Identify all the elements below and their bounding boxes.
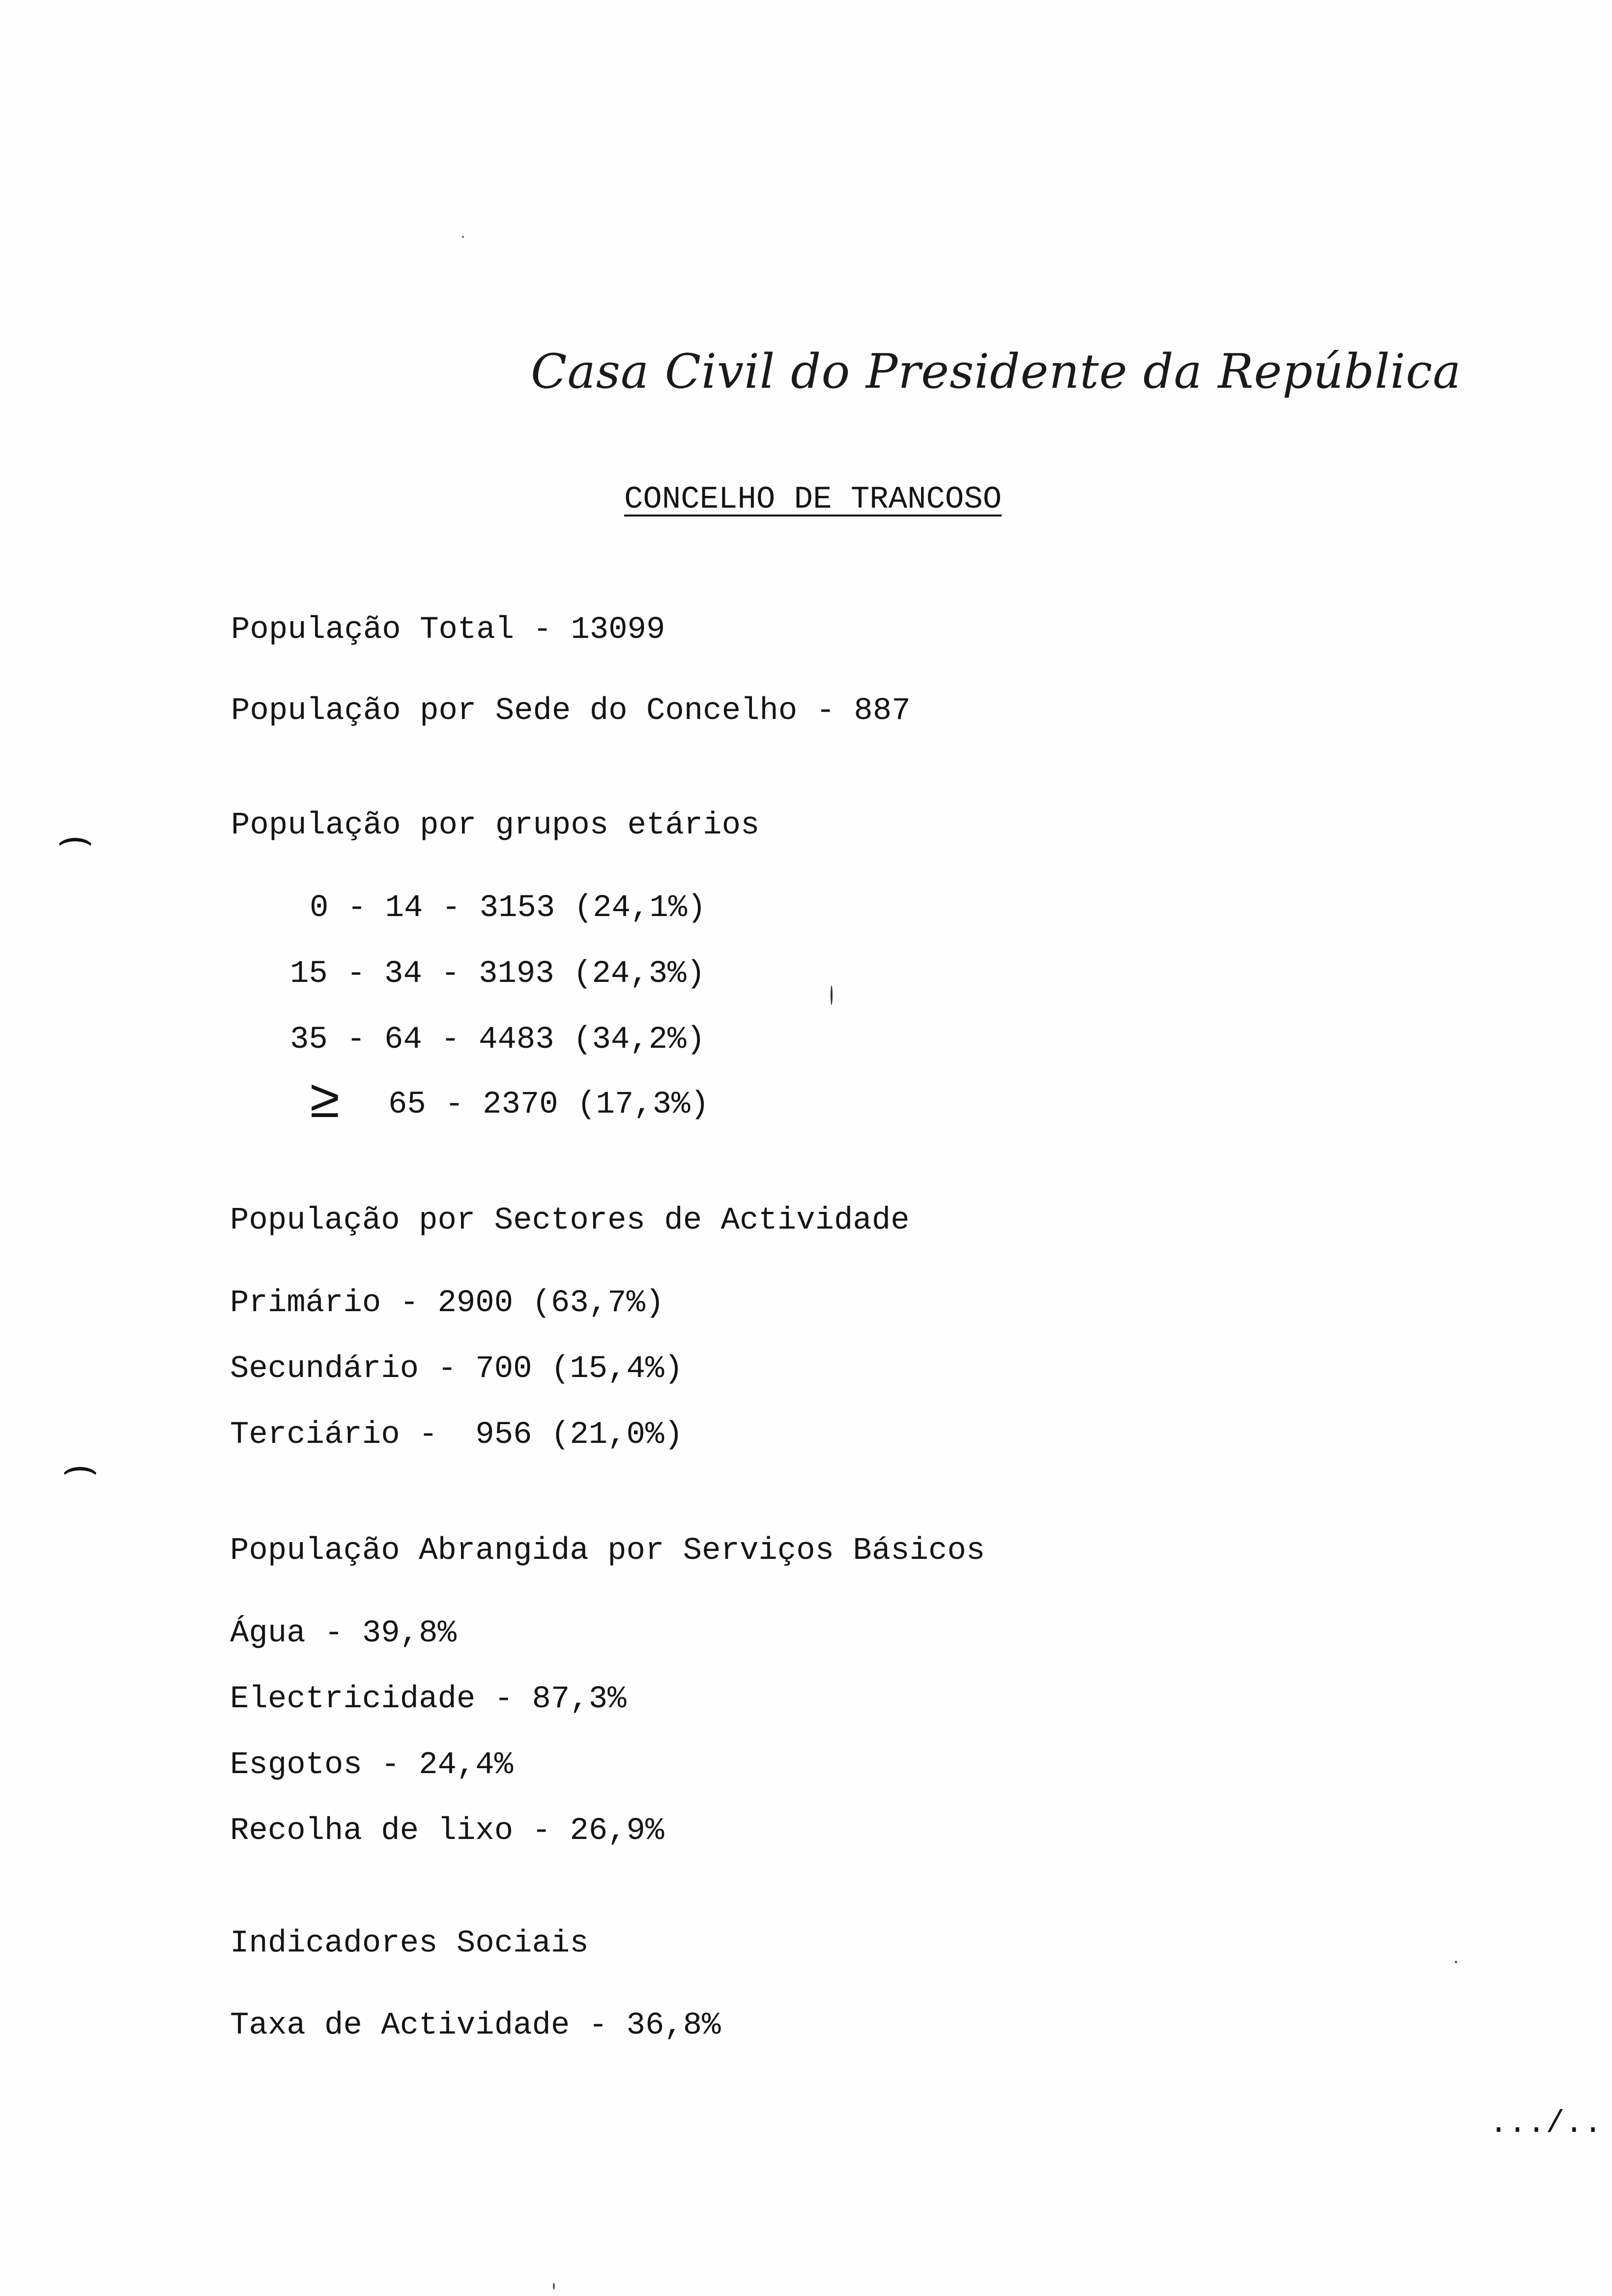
sectors-heading: População por Sectores de Actividade [230, 1203, 910, 1238]
service-row: Água - 39,8% [230, 1616, 457, 1651]
sector-row: Terciário - 956 (21,0%) [230, 1417, 683, 1453]
population-seat: População por Sede do Concelho - 887 [231, 693, 911, 729]
document-title: CONCELHO DE TRANCOSO [624, 482, 1002, 517]
service-row: Electricidade - 87,3% [230, 1682, 627, 1717]
services-heading: População Abrangida por Serviços Básicos [230, 1533, 985, 1569]
scan-speck [1455, 1961, 1457, 1963]
age-groups-heading: População por grupos etários [231, 808, 760, 843]
indicators-heading: Indicadores Sociais [230, 1926, 589, 1961]
scan-speck [462, 236, 464, 238]
service-row: Esgotos - 24,4% [230, 1748, 514, 1783]
age-group-row: 65 - 2370 (17,3%) [388, 1087, 709, 1122]
page-continuation-mark: .../.. [1489, 2106, 1603, 2142]
age-group-row: 0 - 14 - 3153 (24,1%) [310, 890, 706, 926]
scan-speck [831, 985, 833, 1005]
age-group-row: 35 - 64 - 4483 (34,2%) [290, 1022, 705, 1058]
population-total: População Total - 13099 [231, 612, 665, 648]
age-group-row: 15 - 34 - 3193 (24,3%) [290, 956, 705, 992]
letterhead-script: Casa Civil do Presidente da República [531, 344, 1462, 399]
service-row: Recolha de lixo - 26,9% [230, 1813, 664, 1849]
indicator-row: Taxa de Actividade - 36,8% [230, 2008, 721, 2043]
punch-hole-mark-top [57, 838, 94, 861]
scan-speck [553, 2283, 555, 2290]
sector-row: Secundário - 700 (15,4%) [230, 1351, 683, 1387]
sector-row: Primário - 2900 (63,7%) [230, 1286, 664, 1321]
greater-or-equal-symbol: ≥ [309, 1072, 342, 1134]
punch-hole-mark-bottom [61, 1467, 99, 1490]
